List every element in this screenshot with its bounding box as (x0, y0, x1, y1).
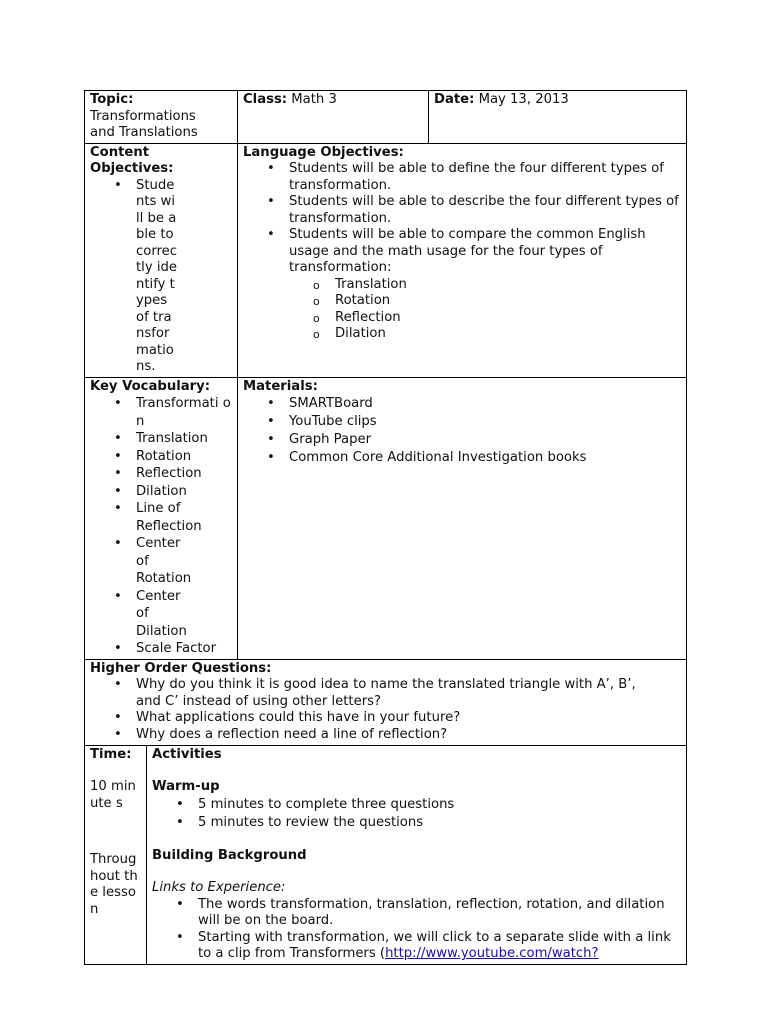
warmup-heading: Warm-up (152, 779, 220, 794)
list-item: o Reflection (289, 310, 681, 327)
key-vocabulary-list (90, 395, 232, 658)
list-item: • Why do you think it is good idea to name the translated triangle with A’, B’, and C’ instead of using other letters? (90, 677, 681, 710)
list-item: • Common Core Additional Investigation books (243, 449, 681, 467)
objectives-row (85, 143, 687, 377)
class-label: Class: (243, 92, 288, 107)
topic-value: Transformations and Translations (90, 108, 198, 140)
list-item: • YouTube clips (243, 413, 681, 431)
hoq-list (90, 677, 681, 743)
hoq-row (85, 659, 687, 745)
warmup-list (152, 796, 681, 832)
list-item: • Transformati on (90, 395, 232, 430)
time-cell (85, 745, 147, 964)
hoq-cell (85, 659, 687, 745)
date-cell (429, 91, 687, 144)
transformers-text: Starting with transformation, we will click to a separate slide with a link to a clip from Transformers ( (198, 929, 671, 961)
list-item (152, 930, 681, 963)
building-background-heading: Building Background (152, 847, 307, 863)
vocab-materials-row (85, 377, 687, 659)
key-vocabulary-cell (85, 377, 238, 659)
topic-label: Topic: (90, 92, 134, 107)
list-item: • Reflection (90, 465, 232, 483)
materials-cell (238, 377, 687, 659)
time-entry-throughout: Throug hout the lesson (90, 852, 138, 917)
language-objectives-list (243, 161, 681, 277)
time-label: Time: (90, 746, 132, 762)
list-item: o Dilation (289, 326, 681, 343)
list-item: o Rotation (289, 293, 681, 310)
class-cell (238, 91, 429, 144)
list-item: • Students will be able to define the four different types of transformation. (243, 161, 681, 194)
content-objectives-cell (85, 143, 238, 377)
list-item: • Why does a reflection need a line of reflection? (90, 727, 681, 744)
list-item: • 5 minutes to complete three questions (152, 796, 681, 814)
list-item: • Dilation (90, 483, 232, 501)
content-objectives-label: Content Objectives: (90, 144, 174, 176)
list-item: • 5 minutes to review the questions (152, 814, 681, 832)
class-value: Math 3 (291, 92, 337, 107)
building-background-list (152, 897, 681, 963)
activities-label: Activities (152, 746, 222, 762)
youtube-link[interactable]: http://www.youtube.com/watch? (385, 946, 599, 961)
schedule-row (85, 745, 687, 964)
list-item: • Students will be able to correctly identify types of transformatio ns. (90, 178, 178, 376)
language-objectives-cell (238, 143, 687, 377)
list-item: • Students will be able to describe the four different types of transformation. (243, 194, 681, 227)
header-row (85, 91, 687, 144)
transformation-types-list (289, 277, 681, 343)
list-item: • Scale Factor (90, 640, 232, 658)
date-label: Date: (434, 92, 475, 107)
list-item: • Line of Reflection (90, 500, 182, 535)
materials-label: Materials: (243, 378, 318, 394)
list-item: • SMARTBoard (243, 395, 681, 413)
activities-cell (147, 745, 687, 964)
language-objectives-label: Language Objectives: (243, 144, 404, 160)
key-vocabulary-label: Key Vocabulary: (90, 378, 211, 394)
list-item: o Translation (289, 277, 681, 294)
list-item: • Students will be able to compare the common English usage and the math usage for the four types of transformation: (243, 227, 681, 277)
list-item: • What applications could this have in your future? (90, 710, 681, 727)
list-item: • The words transformation, translation, reflection, rotation, and dilation will be on the board. (152, 897, 681, 930)
time-entry-warmup: 10 minute s (90, 779, 136, 811)
lesson-plan-table (84, 90, 687, 965)
date-value: May 13, 2013 (478, 92, 569, 107)
list-item: • Center of Dilation (90, 588, 196, 641)
materials-list (243, 395, 681, 467)
transformation-types-wrap (243, 277, 681, 343)
list-item: • Translation (90, 430, 232, 448)
topic-cell (85, 91, 238, 144)
links-to-experience-heading: Links to Experience: (152, 880, 286, 895)
hoq-label: Higher Order Questions: (90, 660, 272, 676)
list-item: • Rotation (90, 448, 232, 466)
list-item: • Center of Rotation (90, 535, 196, 588)
list-item: • Graph Paper (243, 431, 681, 449)
content-objectives-list (90, 178, 232, 376)
